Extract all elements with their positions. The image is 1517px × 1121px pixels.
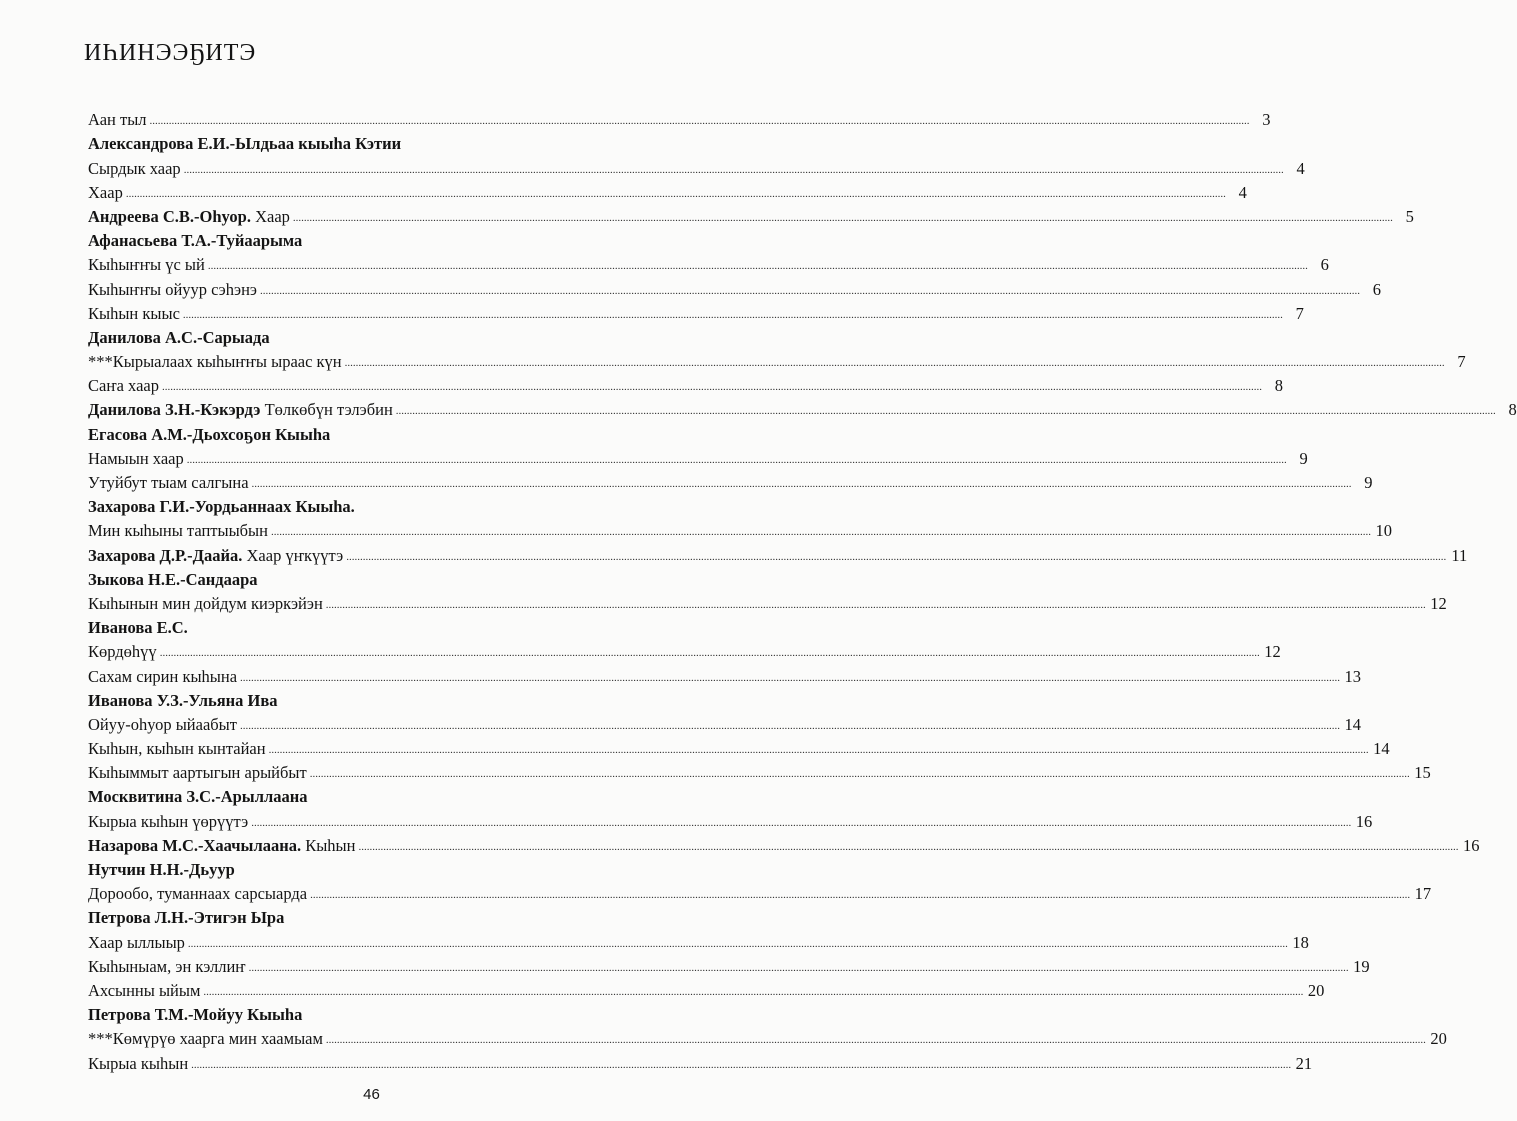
toc-entry-text: Төлкөбүн тэлэбин: [260, 400, 393, 420]
toc-page-number: 18: [1292, 932, 1309, 952]
toc-dot-leader: ................................................................................................................................................................................................................................................................................................................................................................................................................: [268, 744, 1369, 757]
toc-dot-leader: ................................................................................................................................................................................................................................................................................................................................................................................................................: [203, 985, 1304, 998]
toc-author-heading: Афанасьева Т.А.-Туйаарыма: [88, 231, 303, 251]
toc-entry: [88, 832, 1480, 856]
toc-entry-text: Дорообо, туманнаах сарсыарда: [88, 884, 308, 904]
toc-dot-leader: ................................................................................................................................................................................................................................................................................................................................................................................................................: [182, 308, 1283, 321]
toc-entry-text: Сырдык хаар: [88, 158, 181, 178]
toc-author-heading: Иванова У.З.-Ульяна Ива: [88, 690, 278, 710]
toc-page-number: 12: [1264, 642, 1281, 662]
toc-page-number: 16: [1462, 835, 1480, 855]
toc-page-number: 20: [1430, 1029, 1447, 1049]
toc-entry-title: [88, 812, 248, 832]
toc-dot-leader: ................................................................................................................................................................................................................................................................................................................................................................................................................: [162, 381, 1262, 394]
toc-page-number: 17: [1414, 884, 1432, 904]
toc-author-heading: Москвитина З.С.-Арыллаана: [88, 787, 308, 807]
toc-entry: [88, 953, 1370, 977]
toc-entry-title: [88, 183, 123, 203]
toc-entry-title: [88, 667, 237, 687]
toc-page-number: 13: [1344, 666, 1362, 686]
toc-entry-title: [88, 981, 200, 1001]
toc-author-heading: Захарова Г.И.-Уордьаннаах Кыыһа.: [88, 497, 355, 517]
toc-dot-leader: ................................................................................................................................................................................................................................................................................................................................................................................................................: [207, 260, 1308, 273]
toc-entry-text: Намыын хаар: [88, 448, 184, 468]
toc-entry-text: Хаар: [250, 206, 290, 226]
toc-entry-title: [88, 1029, 323, 1049]
toc-entry-title: [88, 957, 246, 977]
toc-entry-title: [88, 352, 342, 372]
toc-entry-text: Кырыа кыһын үөрүүтэ: [88, 811, 249, 831]
toc-entry-title: [88, 546, 343, 566]
toc-entry-text: Кыһыммыт аартыгын арыйбыт: [88, 763, 307, 783]
toc-entry-text: Кыһыныам, эн кэллиҥ: [88, 956, 246, 976]
toc-entry-title: [88, 642, 157, 662]
toc-entry-title: [88, 304, 180, 324]
toc-dot-leader: ................................................................................................................................................................................................................................................................................................................................................................................................................: [346, 550, 1447, 563]
toc-entry-title: [88, 207, 290, 227]
toc-dot-leader: ................................................................................................................................................................................................................................................................................................................................................................................................................: [325, 1034, 1426, 1047]
toc-entry-title: [88, 739, 266, 759]
toc-dot-leader: ................................................................................................................................................................................................................................................................................................................................................................................................................: [251, 816, 1352, 829]
toc-author-heading: Нутчин Н.Н.-Дьуур: [88, 860, 235, 879]
toc-entry-title: [88, 473, 249, 493]
toc-entry: [88, 251, 1329, 275]
toc-entry-text: ***Көмүрүө хаарга мин хаамыам: [88, 1029, 323, 1049]
toc-dot-leader: ................................................................................................................................................................................................................................................................................................................................................................................................................: [270, 526, 1371, 539]
toc-dot-leader: ................................................................................................................................................................................................................................................................................................................................................................................................................: [309, 768, 1410, 781]
toc-page-number: 16: [1355, 811, 1373, 831]
toc-page-number: 11: [1451, 545, 1468, 565]
toc-author-heading: Зыкова Н.Е.-Сандаара: [88, 569, 258, 589]
toc-dot-leader: ................................................................................................................................................................................................................................................................................................................................................................................................................: [149, 115, 1250, 128]
toc-entry-title: [88, 884, 307, 904]
toc-entry: [88, 469, 1373, 493]
toc-entry-title: [88, 449, 184, 469]
toc-author-heading: Данилова А.С.-Сарыада: [88, 327, 270, 347]
toc-author-heading: Иванова Е.С.: [88, 618, 188, 638]
toc-entry: [88, 735, 1390, 759]
toc-page-number: 10: [1375, 521, 1392, 541]
toc-page-number: 4: [1238, 182, 1247, 202]
toc-page-number: 8: [1274, 376, 1283, 396]
toc-page-number: 15: [1414, 763, 1431, 783]
toc-entry-title: [88, 594, 323, 614]
toc-entry-title: [88, 376, 159, 396]
toc-author-heading: Петрова Т.М.-Мойуу Кыыһа: [88, 1005, 303, 1025]
toc-dot-leader: ................................................................................................................................................................................................................................................................................................................................................................................................................: [358, 840, 1459, 853]
toc-dot-leader: ................................................................................................................................................................................................................................................................................................................................................................................................................: [325, 598, 1426, 611]
toc-entry-text: Утуйбут тыам салгына: [88, 473, 249, 492]
toc-entry-author: Назарова М.С.-Хаачылаана.: [88, 835, 302, 855]
toc-page-number: 7: [1457, 352, 1466, 372]
toc-entry-text: ***Кырыалаах кыһыҥҥы ыраас күн: [88, 352, 342, 372]
toc-entry: [88, 711, 1361, 735]
page-number: 46: [363, 1086, 380, 1103]
toc-page-number: 4: [1296, 158, 1305, 178]
toc-dot-leader: ................................................................................................................................................................................................................................................................................................................................................................................................................: [239, 719, 1340, 732]
toc-page-number: 20: [1307, 980, 1325, 1000]
toc-dot-leader: ................................................................................................................................................................................................................................................................................................................................................................................................................: [187, 937, 1288, 950]
toc-entry-text: Кыһыҥҥы ойуур сэһэнэ: [88, 279, 258, 299]
toc-entry-text: Кыһын кыыс: [88, 303, 180, 323]
toc-entry-title: [88, 933, 185, 953]
toc-dot-leader: ................................................................................................................................................................................................................................................................................................................................................................................................................: [125, 187, 1226, 200]
toc-entry: [88, 372, 1283, 396]
toc-entry: [88, 590, 1447, 614]
toc-entry-text: Сахам сирин кыһына: [88, 666, 238, 686]
toc-entry: [88, 300, 1304, 324]
toc-page-number: 8: [1508, 400, 1517, 420]
toc-page-number: 14: [1344, 714, 1361, 734]
toc-entry-text: Кыһын, кыһын кынтайан: [88, 739, 266, 759]
toc-entry-text: Саҥа хаар: [88, 376, 159, 396]
toc-entry-title: [88, 280, 257, 300]
toc-entry: [88, 1049, 1313, 1073]
toc-entry: [88, 759, 1431, 783]
toc-entry: [88, 154, 1305, 178]
toc-dot-leader: ................................................................................................................................................................................................................................................................................................................................................................................................................: [260, 284, 1361, 297]
toc-page-number: 3: [1262, 110, 1271, 130]
toc-entry: [88, 348, 1466, 372]
toc-entry-title: [88, 521, 268, 541]
table-of-contents: [88, 106, 1517, 1074]
toc-entry-title: [88, 1054, 188, 1074]
toc-entry: [88, 203, 1414, 227]
toc-entry-text: Аан тыл: [88, 110, 147, 130]
toc-page-number: 12: [1430, 593, 1447, 613]
toc-author-heading: Александрова Е.И.-Ылдьаа кыыһа Кэтии: [88, 134, 402, 154]
toc-entry: [88, 662, 1362, 686]
toc-dot-leader: ................................................................................................................................................................................................................................................................................................................................................................................................................: [183, 163, 1284, 176]
toc-author-heading: Петрова Л.Н.-Этигэн Ыра: [88, 908, 285, 928]
toc-entry-title: [88, 110, 147, 130]
toc-page-number: 6: [1372, 279, 1382, 299]
toc-page-number: 21: [1295, 1053, 1313, 1073]
toc-entry-title: [88, 715, 237, 735]
toc-page-number: 9: [1299, 448, 1308, 468]
toc-entry-author: Захарова Д.Р.-Даайа.: [88, 545, 243, 565]
toc-entry-text: Кыһыҥҥы үс ый: [88, 255, 205, 275]
toc-dot-leader: ................................................................................................................................................................................................................................................................................................................................................................................................................: [292, 211, 1393, 224]
toc-entry-text: Кыһынын мин дойдум киэркэйэн: [88, 593, 323, 613]
toc-entry: [88, 396, 1517, 420]
toc-entry-text: Ойуу-оһуор ыйаабыт: [88, 714, 237, 734]
toc-entry-title: [88, 836, 355, 856]
toc-entry-title: [88, 255, 205, 275]
toc-entry: [88, 275, 1382, 299]
toc-dot-leader: ................................................................................................................................................................................................................................................................................................................................................................................................................: [251, 478, 1352, 490]
toc-entry: [88, 541, 1468, 565]
toc-entry-text: Кырыа кыһын: [88, 1053, 189, 1073]
toc-entry-text: Ахсынны ыйым: [88, 980, 201, 1000]
toc-entry-text: Кыһын: [301, 835, 356, 855]
toc-entry: [88, 179, 1247, 203]
toc-entry-author: Данилова З.Н.-Кэкэрдэ: [88, 400, 261, 420]
toc-dot-leader: ................................................................................................................................................................................................................................................................................................................................................................................................................: [159, 647, 1260, 660]
toc-entry-title: [88, 159, 181, 179]
toc-entry: [88, 928, 1309, 952]
toc-entry: [88, 1025, 1447, 1049]
toc-dot-leader: ................................................................................................................................................................................................................................................................................................................................................................................................................: [310, 889, 1411, 902]
toc-dot-leader: ................................................................................................................................................................................................................................................................................................................................................................................................................: [240, 671, 1341, 684]
toc-page-number: 5: [1405, 206, 1414, 226]
toc-entry: [88, 517, 1392, 541]
toc-entry-title: [88, 400, 393, 420]
toc-dot-leader: ................................................................................................................................................................................................................................................................................................................................................................................................................: [395, 405, 1496, 418]
toc-entry-author: Андреева С.В.-Оһуор.: [88, 206, 251, 226]
toc-page-number: 7: [1295, 303, 1304, 323]
toc-entry-text: Хаар ыллыыр: [88, 932, 185, 952]
toc-entry: [88, 807, 1373, 831]
toc-entry-title: [88, 763, 307, 783]
toc-author-heading: Егасова А.М.-Дьохсоҕон Кыыһа: [88, 424, 331, 444]
toc-entry: [88, 445, 1308, 469]
toc-page-number: 14: [1373, 739, 1390, 759]
toc-dot-leader: ................................................................................................................................................................................................................................................................................................................................................................................................................: [248, 961, 1349, 974]
toc-entry-text: Хаар: [88, 182, 123, 202]
toc-entry-text: Көрдөһүү: [88, 642, 157, 662]
toc-page-number: 6: [1320, 255, 1329, 275]
toc-page-number: 9: [1364, 473, 1373, 492]
toc-entry: [88, 106, 1271, 130]
toc-entry-text: Хаар үҥкүүтэ: [242, 545, 344, 565]
page-title: ИҺИНЭЭҔИТЭ: [84, 40, 257, 66]
toc-entry: [88, 880, 1432, 904]
toc-dot-leader: ................................................................................................................................................................................................................................................................................................................................................................................................................: [186, 453, 1287, 466]
toc-dot-leader: ................................................................................................................................................................................................................................................................................................................................................................................................................: [344, 357, 1445, 370]
toc-page-number: 19: [1353, 956, 1370, 976]
toc-entry: [88, 638, 1281, 662]
toc-entry: [88, 977, 1325, 1001]
toc-dot-leader: ................................................................................................................................................................................................................................................................................................................................................................................................................: [191, 1058, 1292, 1071]
toc-entry-text: Мин кыһыны таптыыбын: [88, 521, 268, 541]
